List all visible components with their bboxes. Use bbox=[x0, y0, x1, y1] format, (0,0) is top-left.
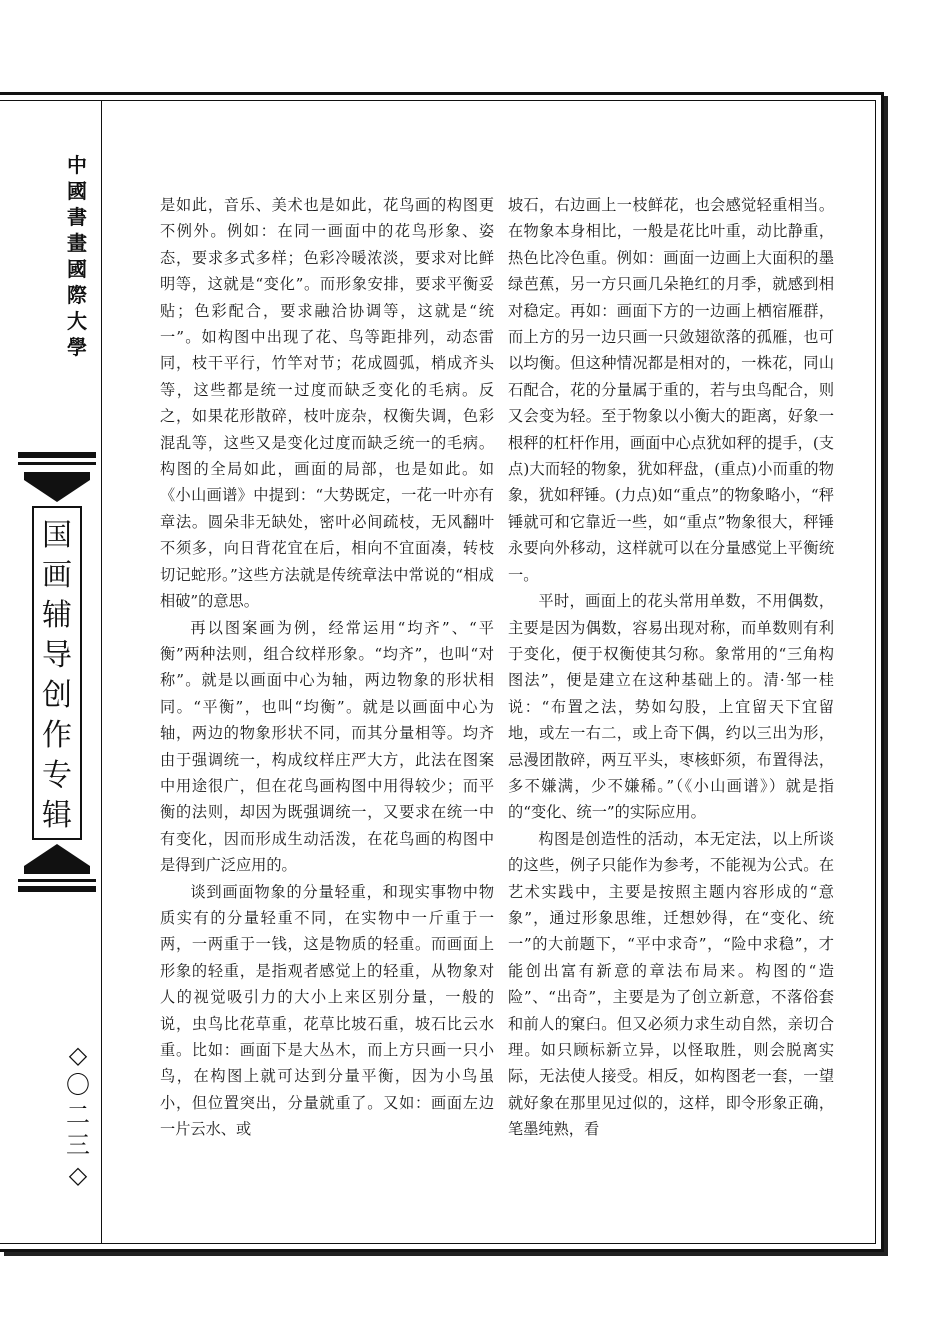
university-name-char: 學 bbox=[67, 335, 87, 359]
banner-title-char: 辑 bbox=[42, 798, 72, 833]
banner-top-chevron-icon bbox=[24, 472, 90, 502]
page-number-char: 〇 bbox=[66, 1071, 90, 1099]
banner-title-char: 创 bbox=[42, 678, 72, 713]
banner-bottom-bar-thin bbox=[18, 879, 96, 882]
frame-shadow-bottom bbox=[4, 1252, 888, 1256]
page-number-char: ◇ bbox=[68, 1041, 88, 1069]
university-name-char: 國 bbox=[67, 257, 87, 281]
sidebar-divider bbox=[101, 100, 102, 1244]
university-name-char: 中 bbox=[67, 153, 87, 177]
university-name-char: 國 bbox=[67, 179, 87, 203]
banner-title-char: 作 bbox=[42, 718, 72, 753]
left-text-column bbox=[160, 192, 494, 1143]
paragraph: 谈到画面物象的分量轻重，和现实事物中物质实有的分量轻重不同，在实物中一斤重于一两，一两重于一钱，这是物质的轻重。而画面上形象的轻重，是指观者感觉上的轻重，从物象对人的视觉吸引力的大小上来区别分量，一般的说，虫鸟比花草重，花草比坡石重，坡石比云水重。比如：画面下是大丛木，而上方只画一只小鸟，在构图上就可达到分量平衡，因为小鸟虽小，但位置突出，分量就重了。又如：画面左边一片云水、或 bbox=[160, 882, 494, 1139]
university-name-char: 大 bbox=[67, 309, 87, 333]
university-name-char: 際 bbox=[67, 283, 87, 307]
banner-top-bar bbox=[18, 452, 96, 458]
page-number bbox=[62, 1040, 94, 1190]
paragraph: 构图是创造性的活动，本无定法，以上所谈的这些，例子只能作为参考，不能视为公式。在艺术实践中，主要是按照主题内容形成的“意象”，通过形象思维，迁想妙得，在“变化、统一”的大前题下，“平中求奇”，“险中求稳”，才能创出富有新意的章法布局来。构图的“造险”、“出奇”，主要是为了创立新意，不落俗套和前人的窠臼。但又必须力求生动自然，亲切合理。如只顾标新立异，以怪取胜，则会脱离实际，无法使人接受。相反，如构图老一套，一望就好象在那里见过似的，这样，即令形象正确，笔墨纯熟，看 bbox=[508, 829, 834, 1139]
banner-title-char: 画 bbox=[42, 558, 72, 593]
section-banner bbox=[18, 452, 96, 892]
page-number-char: 三 bbox=[66, 1131, 90, 1159]
banner-top-bar-thin bbox=[18, 462, 96, 465]
banner-bottom-chevron-icon bbox=[24, 844, 90, 874]
paragraph: 再以图案画为例，经常运用“均齐”、“平衡”两种法则，组合纹样形象。“均齐”，也叫“对称”。就是以画面中心为轴，两边物象的形状相同。“平衡”，也叫“均衡”。就是以画面中心为轴，两边的物象形状不同，而其分量相等。均齐由于强调统一，构成纹样庄严大方，此法在图案中用途很广，但在花鸟画构图中用得较少；而平衡的法则，却因为既强调统一，又要求在统一中有变化，因而形成生动活泼，在花鸟画的构图中是得到广泛应用的。 bbox=[160, 618, 494, 875]
university-name-char: 畫 bbox=[67, 231, 87, 255]
page-number-char: ◇ bbox=[68, 1161, 88, 1189]
page-number-char: 二 bbox=[66, 1101, 90, 1129]
paragraph: 坡石，右边画上一枝鲜花，也会感觉轻重相当。在物象本身相比，一般是花比叶重，动比静重，热色比冷色重。例如：画面一边画上大面积的墨绿芭蕉，另一方只画几朵艳红的月季，就感到相对稳定。再如：画面下方的一边画上栖宿雁群，而上方的另一边只画一只敛翅欲落的孤雁，也可以均衡。但这种情况都是相对的，一株花，同山石配合，花的分量属于重的，若与虫鸟配合，则又会变为轻。至于物象以小衡大的距离，好象一根秤的杠杆作用，画面中心点犹如秤的提手，(支点)大而轻的物象，犹如秤盘，(重点)小而重的物象，犹如秤锤。(力点)如“重点”的物象略小，“秤锤就可和它靠近一些，如“重点”物象很大，秤锤永要向外移动，这样就可以在分量感觉上平衡统一。 bbox=[508, 196, 834, 584]
paragraph: 是如此，音乐、美术也是如此，花鸟画的构图更不例外。例如：在同一画面中的花鸟形象、姿态，要求多式多样；色彩冷暖浓淡，要求对比鲜明等，这就是“变化”。而形象安排，要求平衡妥贴；色彩配合，要求融洽协调等，这就是“统一”。如构图中出现了花、鸟等距排列，动态雷同，枝干平行，竹竿对节；花成圆弧，梢成齐头等，这些都是统一过度而缺乏变化的毛病。反之，如果花形散碎，枝叶庞杂，权衡失调，色彩混乱等，这些又是变化过度而缺乏统一的毛病。构图的全局如此，画面的局部，也是如此。如《小山画谱》中提到：“大势既定，一花一叶亦有章法。圆朵非无缺处，密叶必间疏枝，无风翻叶不须多，向日背花宜在后，相向不宜面凑，转枝切记蛇形。”这些方法就是传统章法中常说的“相成相破”的意思。 bbox=[160, 196, 494, 611]
banner-title-char: 辅 bbox=[42, 598, 72, 633]
banner-title-char: 专 bbox=[42, 758, 72, 793]
banner-title-char: 国 bbox=[42, 518, 72, 553]
frame-shadow-right bbox=[884, 96, 888, 1256]
banner-bottom-bar bbox=[18, 886, 96, 892]
university-name-char: 書 bbox=[67, 205, 87, 229]
paragraph: 平时，画面上的花头常用单数，不用偶数，主要是因为偶数，容易出现对称，而单数则有利于变化，便于权衡使其匀称。象常用的“三角构图法”，便是建立在这种基础上的。清·邹一桂说：“布置之法，势如勾股，上宜留天下宜留地，或左一右二，或上奇下偶，约以三出为形，忌漫团散碎，两互平头，枣核虾须，布置得法，多不嫌满，少不嫌稀。”（《小山画谱》）就是指的“变化、统一”的实际应用。 bbox=[508, 592, 834, 822]
right-text-column bbox=[508, 192, 834, 1143]
banner-title-char: 导 bbox=[42, 638, 72, 673]
banner-title bbox=[32, 516, 82, 836]
university-name bbox=[60, 152, 94, 360]
